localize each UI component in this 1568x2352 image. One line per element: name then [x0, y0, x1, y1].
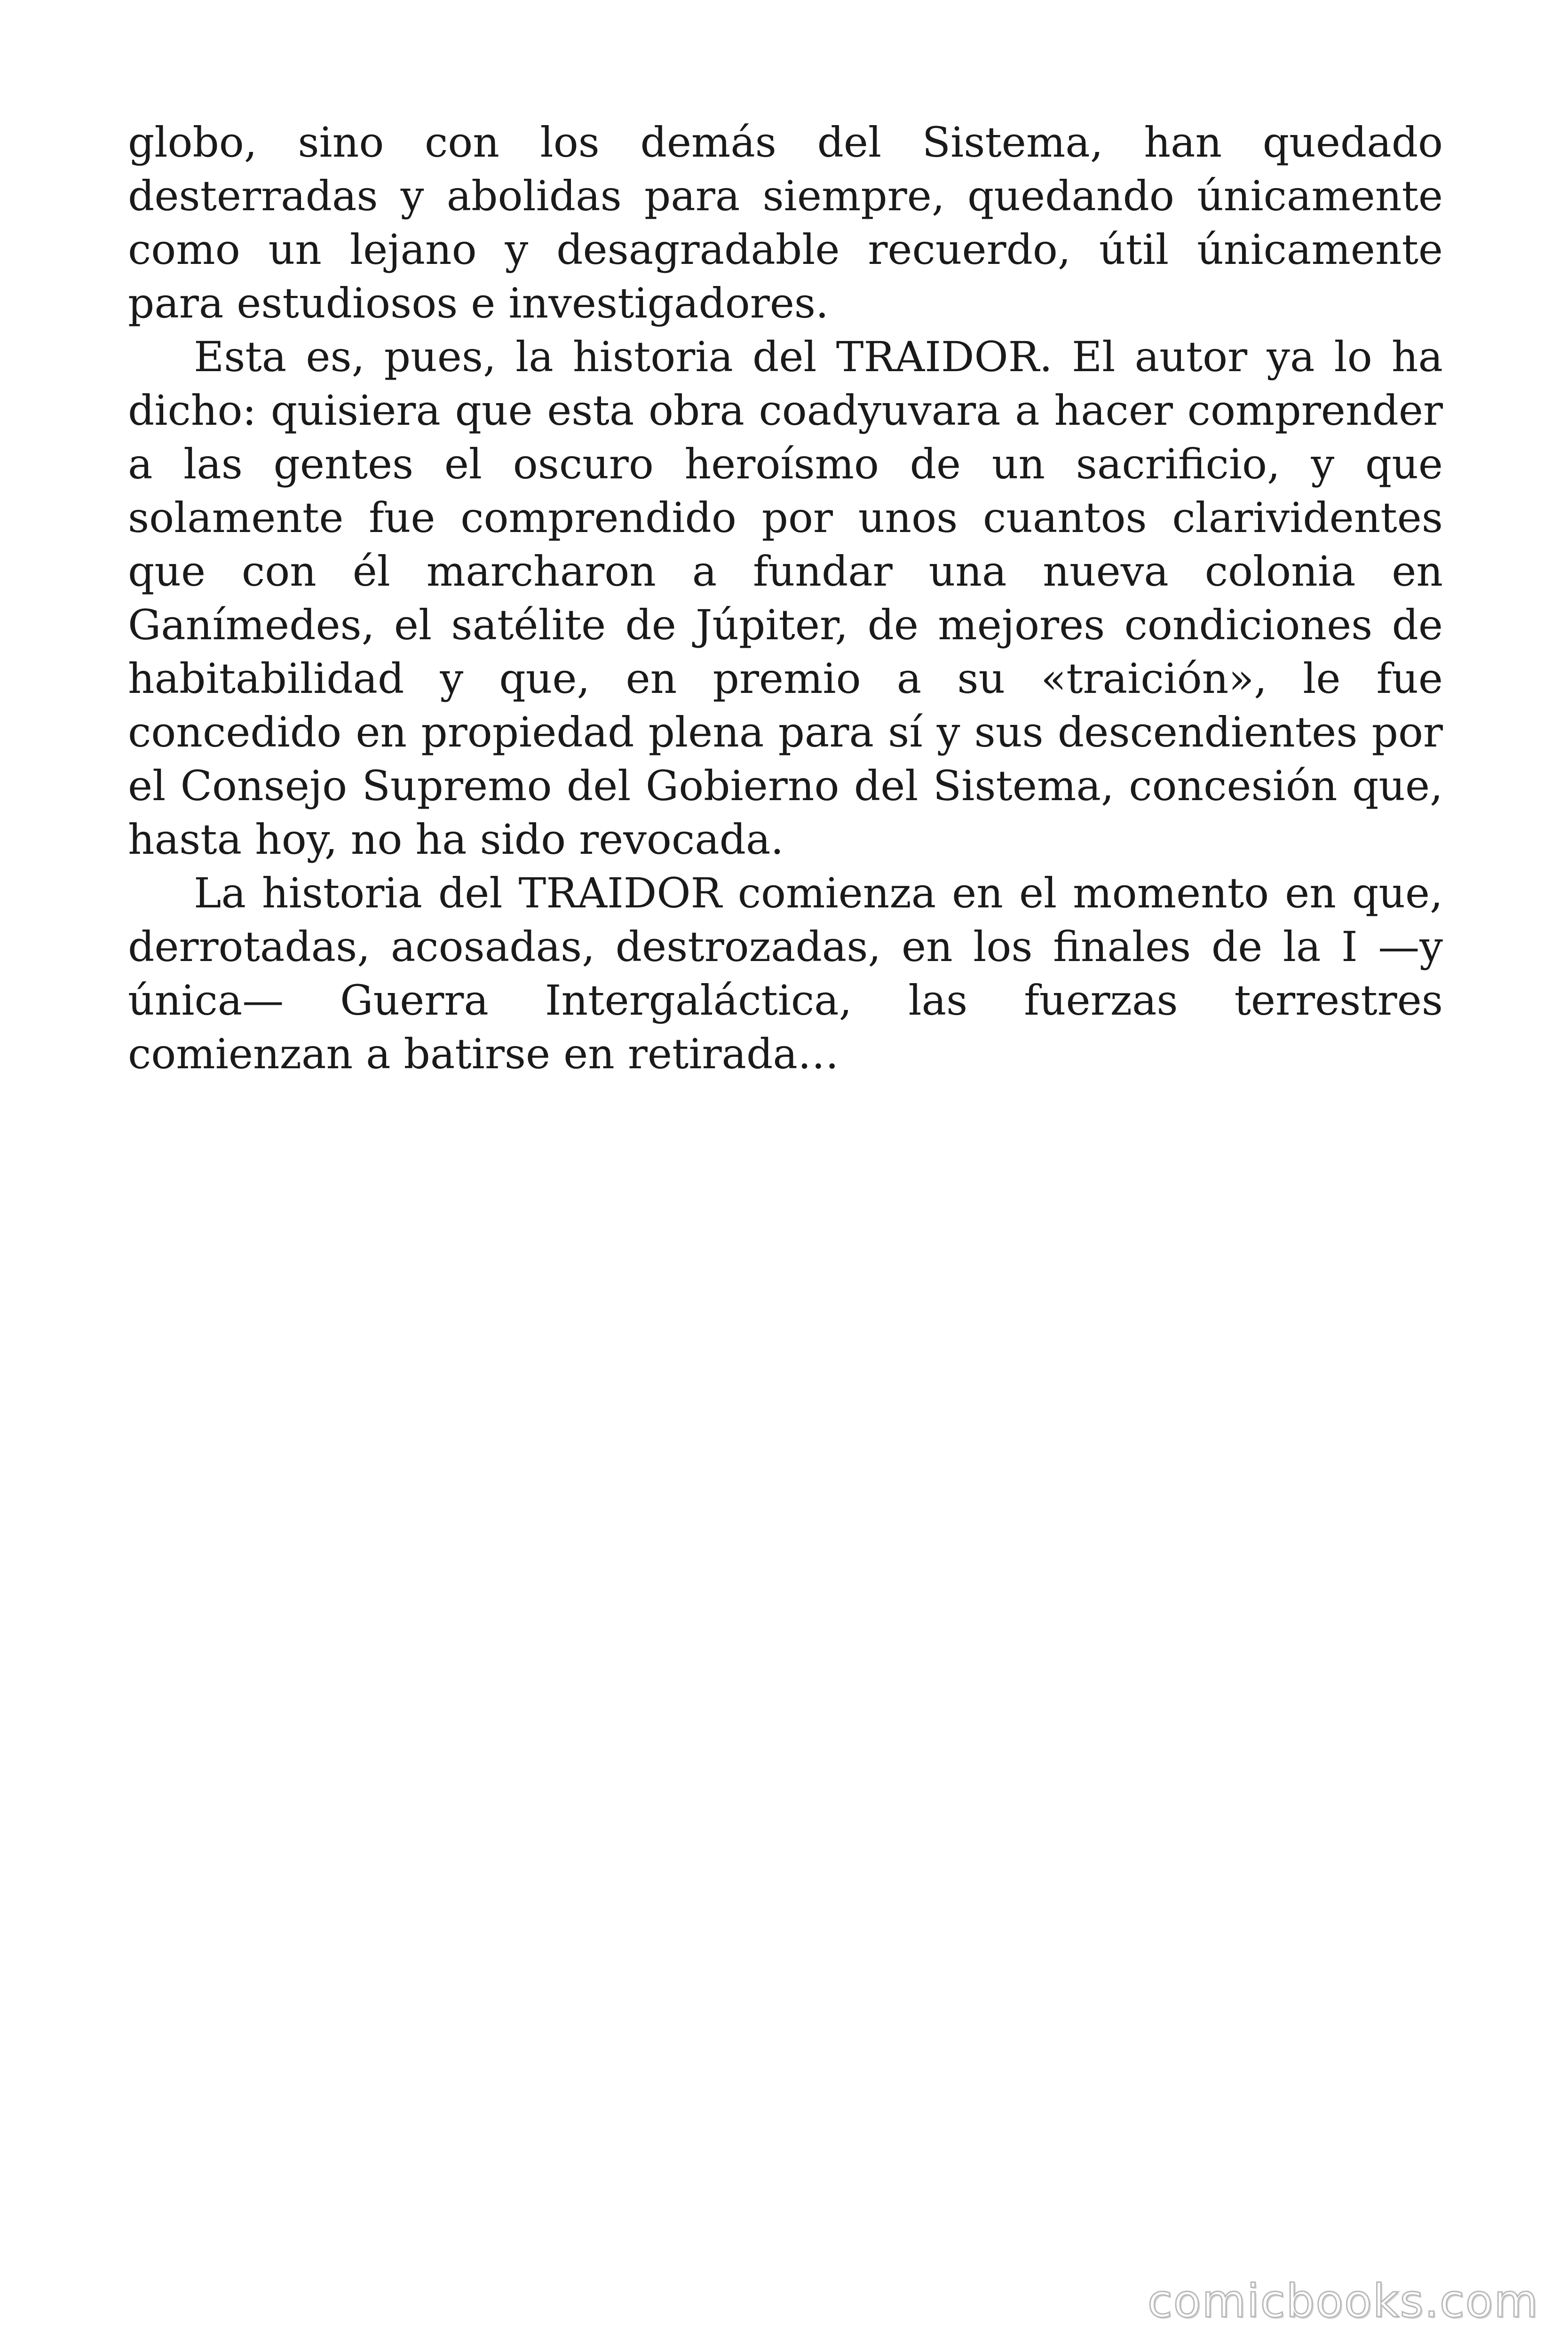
- paragraph-continued: globo, sino con los demás del Sistema, han quedado desterradas y abolidas para siempre, quedando únicamente como un lejano y desagradable recuerdo, útil únicamente para estudiosos e investigadores.: [128, 118, 1443, 327]
- paragraph-traidor-story: Esta es, pues, la historia del TRAIDOR. El autor ya lo ha dicho: quisiera que esta obra coadyuvara a hacer comprender a las gentes el oscuro heroísmo de un sacrificio, y que solamente fue comprendido por unos cuantos clarividentes que con él marcharon a fundar una nueva colonia en Ganímedes, el satélite de Júpiter, de mejores condiciones de habitabilidad y que, en premio a su «traición», le fue concedido en propiedad plena para sí y sus descendientes por el Consejo Supremo del Gobierno del Sistema, concesión que, hasta hoy, no ha sido revocada.: [128, 333, 1443, 864]
- paragraph-story-begins: La historia del TRAIDOR comienza en el momento en que, derrotadas, acosadas, destrozadas, en los finales de la I —y única— Guerra Intergaláctica, las fuerzas terrestres comienzan a batirse en retirada…: [128, 869, 1443, 1078]
- watermark-logo: comicbooks.com: [1147, 2275, 1539, 2328]
- body-text: [128, 116, 1443, 1081]
